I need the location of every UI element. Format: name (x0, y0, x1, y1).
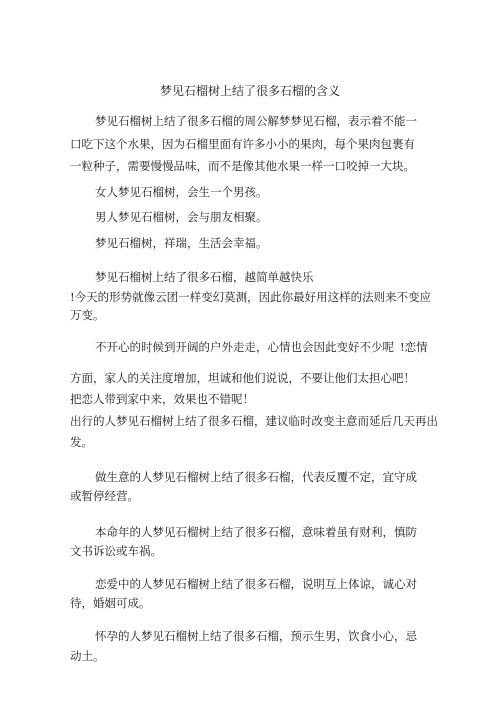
paragraph-line: 口吃下这个水果，因为石榴里面有许多小小的果肉，每个果肉包裹有 (70, 137, 415, 151)
paragraph-line: 梦见石榴树上结了很多石榴，越简单越快乐 (95, 270, 314, 284)
paragraph-line: 发。 (70, 435, 93, 449)
paragraph-line: 怀孕的人梦见石榴树上结了很多石榴，预示生男，饮食小心，忌 (95, 629, 417, 643)
paragraph-line: 方面，家人的关注度增加，坦诚和他们说说，不要让他们太担心吧！ (70, 371, 415, 385)
paragraph-line: 做生意的人梦见石榴树上结了很多石榴，代表反覆不定，宜守成 (95, 470, 417, 484)
paragraph-line: 文书诉讼或车祸。 (70, 544, 162, 558)
paragraph-line: 女人梦见石榴树，会生一个男孩。 (95, 185, 268, 199)
paragraph-line: 本命年的人梦见石榴树上结了很多石榴，意味着虽有财利，慎防 (95, 525, 417, 539)
paragraph-line: 出行的人梦见石榴树上结了很多石榴，建议临时改变主意而延后几天再出 (70, 414, 438, 428)
paragraph-line: 万变。 (70, 308, 105, 322)
paragraph-line: !恋情 (400, 340, 428, 354)
paragraph-line: !今天的形势就像云团一样变幻莫测，因此你最好用这样的法则来不变应 (70, 290, 432, 304)
paragraph-line: 梦见石榴树上结了很多石榴的周公解梦梦见石榴，表示着不能一 (95, 114, 417, 128)
paragraph-line: 或暂停经营。 (70, 489, 139, 503)
paragraph-line: 待，婚姻可成。 (70, 596, 151, 610)
paragraph-line: 动土。 (70, 649, 105, 663)
paragraph-line: 把恋人带到家中来，效果也不错呢！ (70, 392, 254, 406)
document-title: 梦见石榴树上结了很多石榴的含义 (160, 84, 341, 98)
paragraph-line: 恋爱中的人梦见石榴树上结了很多石榴，说明互上体谅，诚心对 (95, 577, 417, 591)
paragraph-line: 梦见石榴树，祥瑞，生活会幸福。 (95, 236, 268, 250)
paragraph-line: 不开心的时候到开阔的户外走走，心情也会因此变好不少呢 (95, 340, 394, 354)
paragraph-line: 男人梦见石榴树，会与朋友相聚。 (95, 210, 268, 224)
paragraph-line: 一粒种子，需要慢慢品味，而不是像其他水果一样一口咬掉一大块。 (70, 159, 415, 173)
